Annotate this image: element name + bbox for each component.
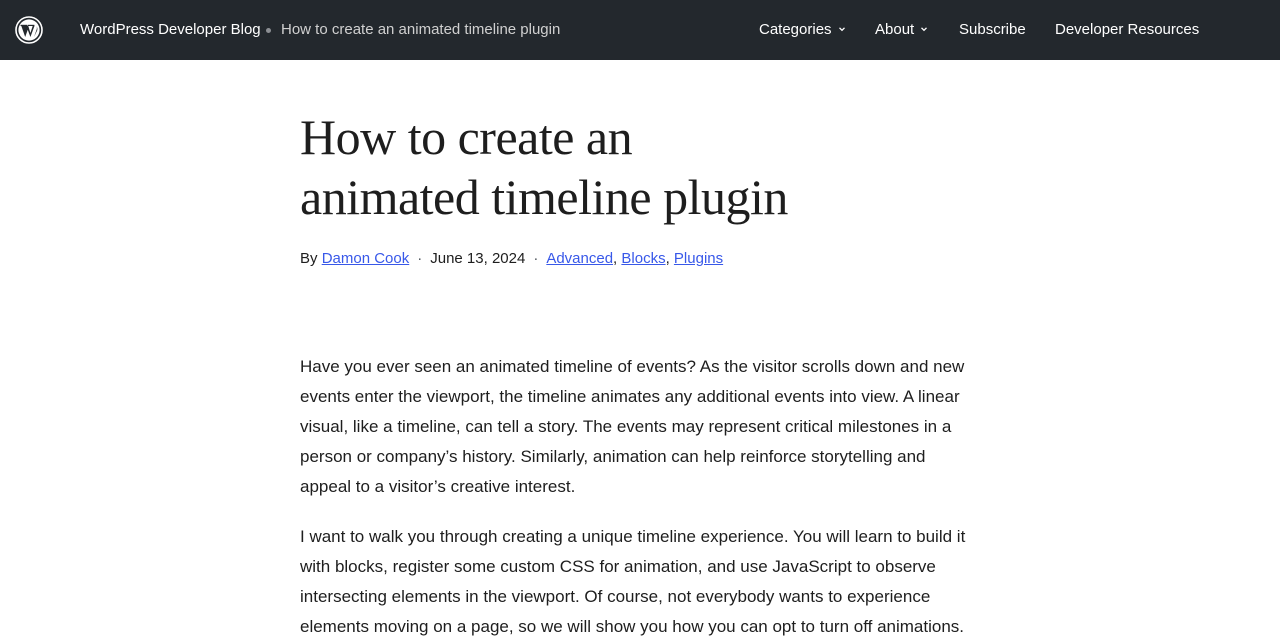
nav-item-label: Subscribe [959,21,1026,38]
post-date: June 13, 2024 [430,250,526,267]
nav-item-label: About [875,21,915,38]
post-title-line-2: animated timeline plugin [300,169,788,225]
body-paragraph: I want to walk you through creating a unique timeline experience. You will learn to build it with blocks, register some custom CSS for animation, and use JavaScript to observe intersecting elements in the viewport. Of course, not everybody wants to experience elements moving on a page, so we will show you how you can opt to turn off animations. [300,527,966,636]
category-link-blocks[interactable]: Blocks [621,250,666,267]
nav-item-developer-resources[interactable] [1055,20,1199,40]
chevron-down-icon [919,24,929,34]
wordpress-logo-icon[interactable] [15,16,43,44]
nav-item-categories[interactable] [759,20,847,40]
breadcrumb-separator-dot [266,28,271,33]
byline-label: By [300,250,318,267]
category-link-plugins[interactable]: Plugins [673,250,724,267]
author-link[interactable]: Damon Cook [321,250,410,267]
meta-separator: · [417,250,423,267]
site-title-link[interactable]: WordPress Developer Blog [80,21,261,38]
meta-separator: · [533,250,539,267]
post-title [300,107,920,227]
nav-item-subscribe[interactable] [959,20,1026,40]
post-title-line-1: How to create an [300,109,633,165]
category-link-advanced[interactable]: Advanced [546,250,614,267]
nav-item-label: Developer Resources [1055,21,1200,38]
post-meta [300,249,723,269]
category-separator: , [613,250,618,267]
nav-item-label: Categories [759,21,832,38]
breadcrumb-current-page: How to create an animated timeline plugin [281,21,561,38]
chevron-down-icon [837,24,847,34]
nav-item-about[interactable] [875,20,929,40]
top-navigation-bar [0,0,1280,60]
category-separator: , [665,250,670,267]
intro-paragraph: Have you ever seen an animated timeline of events? As the visitor scrolls down and new events enter the viewport, the timeline animates any additional events into view. A linear visual, like a timeline, can tell a story. The events may represent critical milestones in a person or company’s history. Similarly, animation can help reinforce storytelling and appeal to a visitor’s creative interest. [300,357,965,496]
